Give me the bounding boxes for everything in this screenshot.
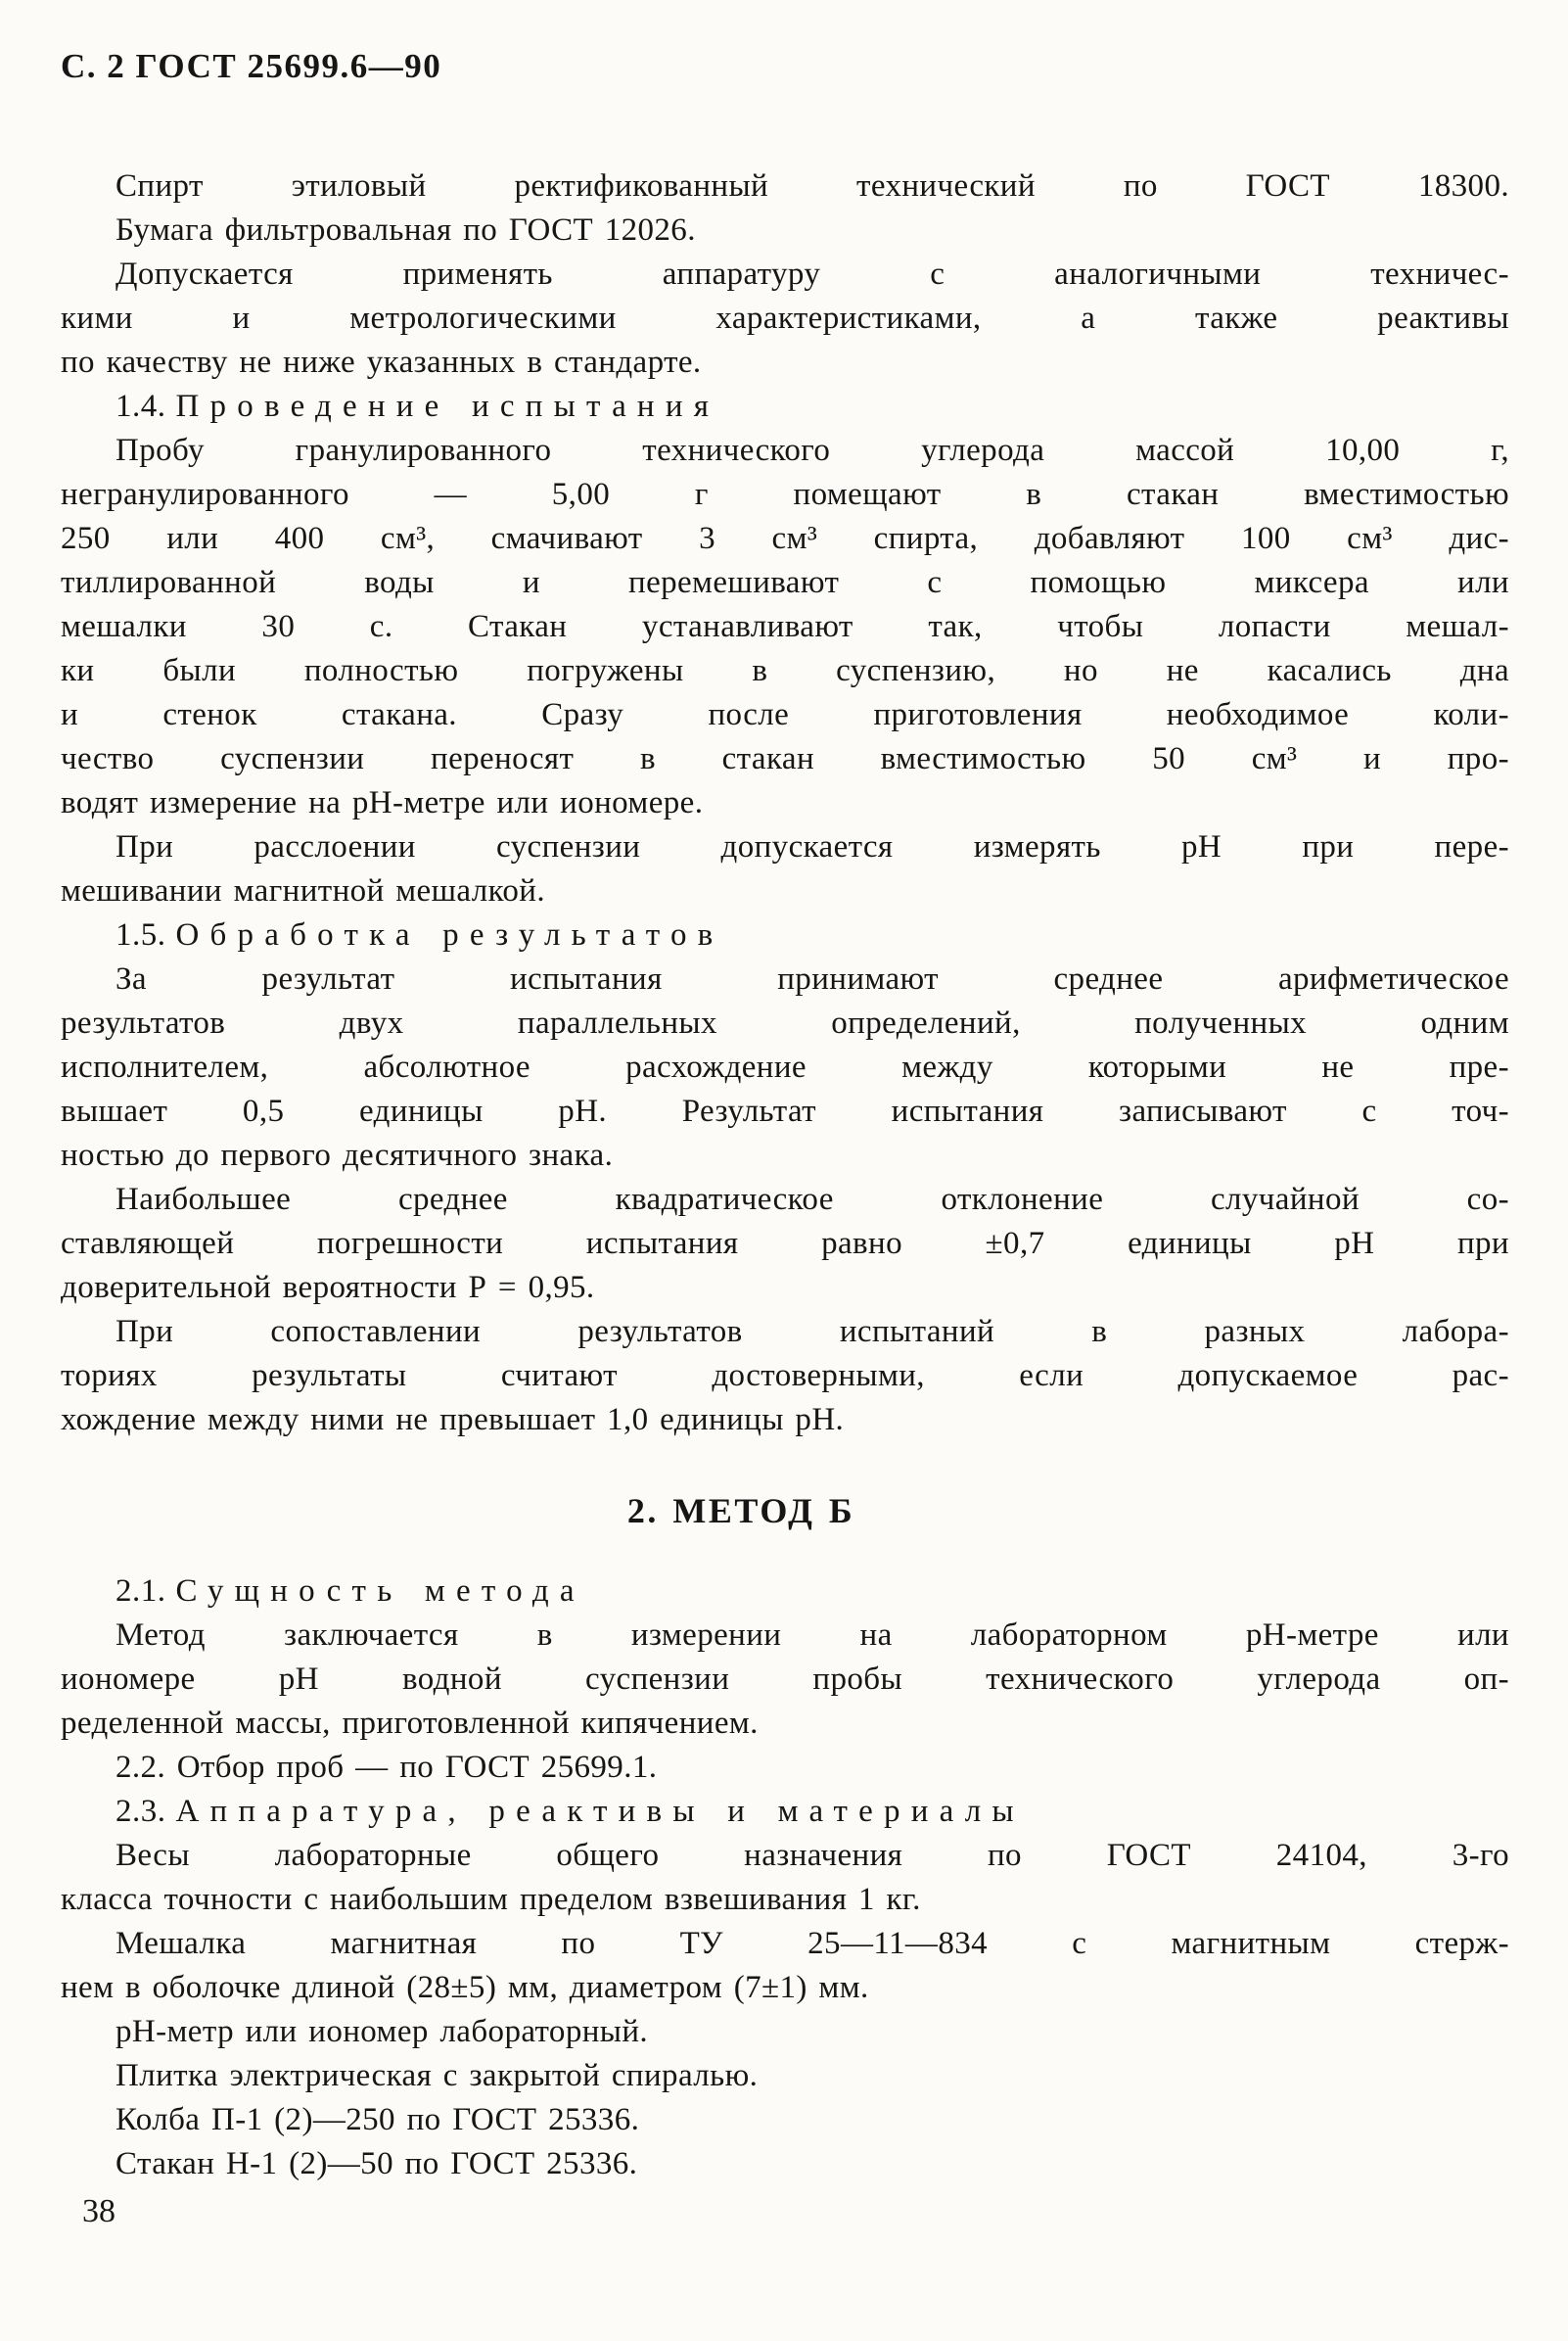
paragraph-line: хождение между ними не превышает 1,0 единицы рН. xyxy=(61,1402,845,1437)
paragraph-line: мешалки 30 с. Стакан устанавливают так, чтобы лопасти мешал- xyxy=(61,609,1509,644)
paragraph-line: ставляющей погрешности испытания равно ±0,7 единицы рН при xyxy=(61,1226,1509,1261)
section-number: 2.1. xyxy=(115,1573,166,1609)
paragraph-line: негранулированного — 5,00 г помещают в стакан вместимостью xyxy=(61,477,1509,512)
paragraph-line: При расслоении суспензии допускается измерять рН при пере- xyxy=(115,829,1509,865)
paragraph-line: ределенной массы, приготовленной кипячением. xyxy=(61,1706,759,1741)
section-number: 1.4. xyxy=(115,389,166,424)
paragraph-line: Колба П-1 (2)—250 по ГОСТ 25336. xyxy=(115,2102,640,2137)
paragraph-line: Наибольшее среднее квадратическое отклонение случайной со- xyxy=(115,1182,1509,1217)
paragraph-line: результатов двух параллельных определений, полученных одним xyxy=(61,1006,1509,1041)
section-number: 1.5. xyxy=(115,917,166,953)
paragraph-line: доверительной вероятности Р = 0,95. xyxy=(61,1270,595,1305)
paragraph-line: по качеству не ниже указанных в стандарте. xyxy=(61,345,702,380)
paragraph-line: исполнителем, абсолютное расхождение между которыми не пре- xyxy=(61,1050,1509,1085)
paragraph-line: 2.2. Отбор проб — по ГОСТ 25699.1. xyxy=(115,1750,658,1785)
section-title: Обработка результатов xyxy=(175,917,724,953)
page-number: 38 xyxy=(82,2193,115,2229)
section-title: Аппаратура, реактивы и материалы xyxy=(175,1794,1025,1829)
paragraph-line: ториях результаты считают достоверными, если допускаемое рас- xyxy=(61,1358,1509,1393)
paragraph-line: и стенок стакана. Сразу после приготовления необходимое коли- xyxy=(61,697,1509,732)
paragraph-line: водят измерение на рН-метре или иономере. xyxy=(61,785,704,820)
paragraph-line: Бумага фильтровальная по ГОСТ 12026. xyxy=(115,212,696,248)
section-heading xyxy=(61,1790,1509,1834)
section-title: Проведение испытания xyxy=(175,389,720,424)
paragraph-line: мешивании магнитной мешалкой. xyxy=(61,873,545,909)
paragraph-line: Спирт этиловый ректификованный технический по ГОСТ 18300. xyxy=(115,168,1509,204)
paragraph-line: ностью до первого десятичного знака. xyxy=(61,1138,614,1173)
chapter-heading: 2. МЕТОД Б xyxy=(626,1491,855,1530)
paragraph-line: нем в оболочке длиной (28±5) мм, диаметром (7±1) мм. xyxy=(61,1970,869,2005)
paragraph-line: При сопоставлении результатов испытаний в разных лабора- xyxy=(115,1314,1509,1349)
paragraph-line: иономере рН водной суспензии пробы технического углерода оп- xyxy=(61,1662,1509,1697)
paragraph-line: класса точности с наибольшим пределом взвешивания 1 кг. xyxy=(61,1882,921,1917)
paragraph-line: Плитка электрическая с закрытой спиралью. xyxy=(115,2058,759,2093)
paragraph-line: Стакан Н-1 (2)—50 по ГОСТ 25336. xyxy=(115,2146,638,2181)
paragraph-line: рН-метр или иономер лабораторный. xyxy=(115,2014,649,2049)
section-heading xyxy=(61,913,1509,958)
document-body xyxy=(61,164,1509,2186)
paragraph-line: Весы лабораторные общего назначения по ГОСТ 24104, 3-го xyxy=(115,1838,1509,1873)
paragraph-line: 250 или 400 см³, смачивают 3 см³ спирта, добавляют 100 см³ дис- xyxy=(61,521,1509,556)
paragraph-line: Метод заключается в измерении на лабораторном рН-метре или xyxy=(115,1617,1509,1653)
paragraph-line: За результат испытания принимают среднее арифметическое xyxy=(115,961,1509,997)
section-number: 2.3. xyxy=(115,1794,166,1829)
paragraph-line: кими и метрологическими характеристиками, а также реактивы xyxy=(61,301,1509,336)
page-header: С. 2 ГОСТ 25699.6—90 xyxy=(61,47,442,85)
paragraph-line: ки были полностью погружены в суспензию, но не касались дна xyxy=(61,653,1509,688)
paragraph-line: тиллированной воды и перемешивают с помощью миксера или xyxy=(61,565,1509,600)
section-heading xyxy=(61,385,1509,429)
paragraph-line: вышает 0,5 единицы рН. Результат испытания записывают с точ- xyxy=(61,1094,1509,1129)
section-title: Сущность метода xyxy=(175,1573,585,1609)
paragraph-line: Мешалка магнитная по ТУ 25—11—834 с магнитным стерж- xyxy=(115,1926,1509,1961)
section-heading xyxy=(61,1569,1509,1614)
paragraph-line: Пробу гранулированного технического углерода массой 10,00 г, xyxy=(115,433,1509,468)
paragraph-line: Допускается применять аппаратуру с аналогичными техничес- xyxy=(115,257,1509,292)
paragraph-line: чество суспензии переносят в стакан вместимостью 50 см³ и про- xyxy=(61,741,1509,776)
